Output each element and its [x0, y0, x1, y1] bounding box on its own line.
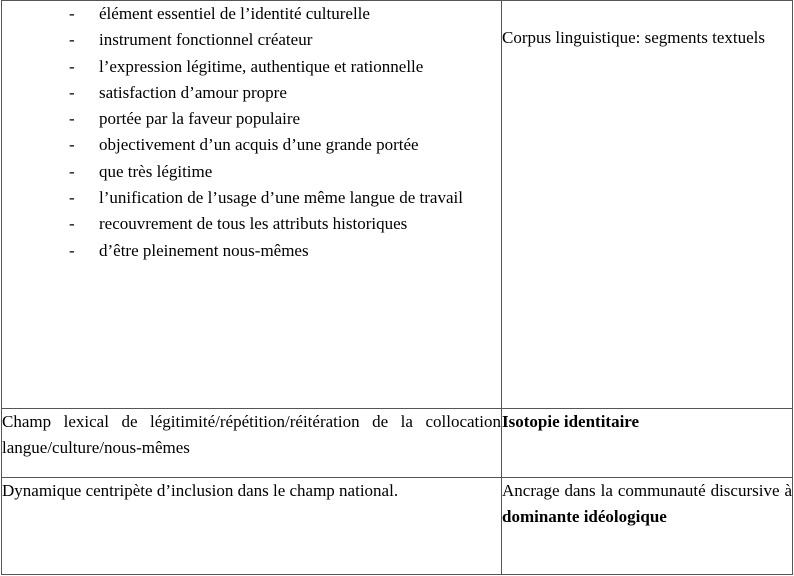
corpus-label: Corpus linguistique: segments textuels [502, 28, 766, 47]
list-item [2, 132, 501, 158]
bullet-dash: - [69, 240, 75, 260]
bullet-dash: - [69, 30, 75, 50]
cell-anchoring [502, 478, 793, 575]
bullet-dash: - [69, 188, 75, 208]
bullet-dash: - [69, 161, 75, 181]
list-item [2, 238, 501, 264]
list-item-text: l’expression légitime, authentique et rationnelle [99, 56, 424, 76]
list-item-text: instrument fonctionnel créateur [99, 30, 313, 50]
list-item-text: l’unification de l’usage d’une même langue de travail [99, 188, 463, 208]
anchoring-bold: dominante idéologique [502, 507, 667, 526]
bullet-dash: - [69, 109, 75, 129]
list-item-text: recouvrement de tous les attributs historiques [99, 214, 408, 234]
isotopy-label: Isotopie identitaire [502, 412, 640, 431]
bullet-dash: - [69, 4, 75, 23]
list-item [2, 27, 501, 53]
list-item-text: objectivement d’un acquis d’une grande portée [99, 135, 419, 155]
segment-list [2, 1, 501, 264]
cell-lexical-field [2, 409, 502, 478]
bullet-dash: - [69, 56, 75, 76]
dynamics-text: Dynamique centripète d’inclusion dans le champ national. [2, 481, 399, 500]
list-item [2, 1, 501, 27]
list-item [2, 211, 501, 237]
list-item [2, 159, 501, 185]
list-item-text: élément essentiel de l’identité culturelle [99, 4, 370, 23]
table-row-corpus [2, 1, 793, 409]
cell-isotopy [502, 409, 793, 478]
cell-dynamics [2, 478, 502, 575]
list-item [2, 185, 501, 211]
list-item [2, 106, 501, 132]
anchoring-plain: Ancrage dans la communauté discursive à [502, 481, 792, 500]
list-item-text: portée par la faveur populaire [99, 109, 301, 129]
cell-corpus-label [502, 1, 793, 409]
list-item [2, 80, 501, 106]
bullet-dash: - [69, 214, 75, 234]
list-item-text: que très légitime [99, 161, 213, 181]
list-item-text: satisfaction d’amour propre [99, 82, 287, 102]
lexical-field-text: Champ lexical de légitimité/répétition/réitération de la collocation langue/culture/nous-mêmes [2, 412, 501, 457]
table-row-lexical-field [2, 409, 793, 478]
bullet-dash: - [69, 135, 75, 155]
cell-segment-list [2, 1, 502, 409]
anchoring-text [502, 478, 792, 530]
list-item-text: d’être pleinement nous-mêmes [99, 240, 309, 260]
bullet-dash: - [69, 82, 75, 102]
table-row-dynamics [2, 478, 793, 575]
analysis-table [1, 0, 793, 575]
list-item [2, 54, 501, 80]
